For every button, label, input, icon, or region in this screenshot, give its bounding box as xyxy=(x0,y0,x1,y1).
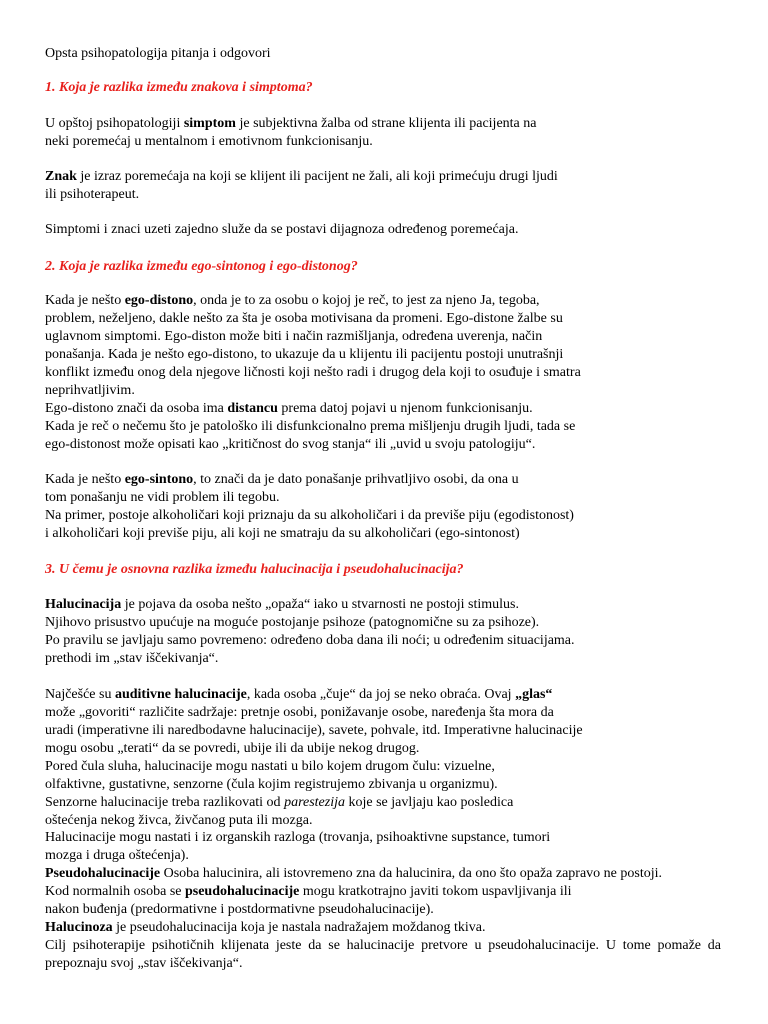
q1-paragraph-2-line-2: ili psihoterapeut. xyxy=(45,187,140,202)
document-title: Opsta psihopatologija pitanja i odgovori xyxy=(45,46,271,61)
q2-paragraph-1-line-8: Kada je reč o nečemu što je patološko ili disfunkcionalno prema mišljenju drugih ljudi, tada se xyxy=(45,419,576,434)
term-ego-sintono: ego-sintono xyxy=(124,472,194,487)
q3-paragraph-2-line-11: Pseudohalucinacije Osoba halucinira, ali istovremeno zna da halucinira, da ono što opaža zapravo ne postoji. xyxy=(45,866,663,881)
q3-paragraph-2-line-13: nakon buđenja (predormativne i postdormativne pseudohalucinacije). xyxy=(45,902,434,917)
q2-paragraph-1-line-2: problem, neželjeno, dakle nešto za šta je osoba motivisana da promeni. Ego-distone žalbe su xyxy=(45,311,563,326)
q2-paragraph-2-line-4: i alkoholičari koji previše piju, ali koji ne smatraju da su alkoholičari (ego-sintonost) xyxy=(45,526,520,541)
term-auditivne-halucinacije: auditivne halucinacije xyxy=(114,687,247,702)
q3-paragraph-1-line-3: Po pravilu se javljaju samo povremeno: određeno doba dana ili noći; u određenim situacijama. xyxy=(45,633,575,648)
term-halucinoza: Halucinoza xyxy=(45,920,113,935)
question-3-heading: 3. U čemu je osnovna razlika između halucinacija i pseudohalucinacija? xyxy=(45,562,464,577)
q2-paragraph-1-line-4: ponašanja. Kada je nešto ego-distono, to ukazuje da u klijentu ili pacijentu postoji unutrašnji xyxy=(45,347,564,362)
q2-paragraph-2-line-3: Na primer, postoje alkoholičari koji priznaju da su alkoholičari i da previše piju (egodistonost) xyxy=(45,508,574,523)
q1-paragraph-1-line-2: neki poremećaj u mentalnom i emotivnom funkcionisanju. xyxy=(45,134,373,149)
q3-paragraph-2-line-3: uradi (imperativne ili naredbodavne halucinacije), savete, pohvale, itd. Imperativne halucinacije xyxy=(45,723,583,738)
q3-paragraph-2-line-9: Halucinacije mogu nastati i iz organskih razloga (trovanja, psihoaktivne supstance, tumori xyxy=(45,830,551,845)
term-ego-distono: ego-distono xyxy=(124,293,194,308)
question-1-heading: 1. Koja je razlika između znakova i simptoma? xyxy=(45,80,313,95)
term-halucinacija: Halucinacija xyxy=(45,597,122,612)
q3-paragraph-2-line-14: Halucinoza je pseudohalucinacija koja je nastala nadražajem moždanog tkiva. xyxy=(45,920,486,935)
q3-paragraph-2-line-4: mogu osobu „terati“ da se povredi, ubije ili da ubije nekog drugog. xyxy=(45,741,420,756)
q3-paragraph-2-line-5: Pored čula sluha, halucinacije mogu nastati u bilo kojem drugom čulu: vizuelne, xyxy=(45,759,495,774)
q2-paragraph-1-line-5: konflikt između onog dela njegove ličnosti koji nešto radi i drugog dela koji to osuđuje i smatra xyxy=(45,365,581,380)
q3-paragraph-1-line-4: prethodi im „stav iščekivanja“. xyxy=(45,651,219,666)
term-znak: Znak xyxy=(45,169,77,184)
q2-paragraph-1-line-7: Ego-distono znači da osoba ima distancu prema datoj pojavi u njenom funkcionisanju. xyxy=(45,401,533,416)
q3-paragraph-2-line-2: može „govoriti“ različite sadržaje: pretnje osobi, ponižavanje osobe, naređenja šta mora da xyxy=(45,705,554,720)
q3-paragraph-2-closing: Cilj psihoterapije psihotičnih klijenata jeste da se halucinacije pretvore u pseudohalucinacije. U tome pomaže da prepoznaju svoj „stav iščekivanja“. xyxy=(45,938,721,971)
q2-paragraph-2-line-2: tom ponašanju ne vidi problem ili tegobu. xyxy=(45,490,280,505)
q3-paragraph-2-line-12: Kod normalnih osoba se pseudohalucinacije mogu kratkotrajno javiti tokom uspavljivanja ili xyxy=(45,884,572,899)
q1-paragraph-2-line-1: Znak je izraz poremećaja na koji se klijent ili pacijent ne žali, ali koji primećuju drugi ljudi xyxy=(45,169,558,184)
q1-paragraph-1-line-1: U opštoj psihopatologiji simptom je subjektivna žalba od strane klijenta ili pacijenta na xyxy=(45,116,537,131)
term-glas: „glas“ xyxy=(515,687,553,702)
q2-paragraph-1-line-1: Kada je nešto ego-distono, onda je to za osobu o kojoj je reč, to jest za njeno Ja, tegoba, xyxy=(45,293,540,308)
q2-paragraph-1-line-6: neprihvatljivim. xyxy=(45,383,135,398)
q3-paragraph-2-line-6: olfaktivne, gustativne, senzorne (čula kojim registrujemo zbivanja u organizmu). xyxy=(45,777,498,792)
q2-paragraph-1-line-9: ego-distonost može opisati kao „kritičnost do svog stanja“ ili „uvid u svoju patologiju“. xyxy=(45,437,536,452)
term-pseudohalucinacije: Pseudohalucinacije xyxy=(45,866,161,881)
q3-paragraph-1-line-2: Njihovo prisustvo upućuje na moguće postojanje psihoze (patognomične su za psihoze). xyxy=(45,615,540,630)
q1-paragraph-3: Simptomi i znaci uzeti zajedno služe da se postavi dijagnoza određenog poremećaja. xyxy=(45,222,519,237)
q3-paragraph-2-line-10: mozga i druga oštećenja). xyxy=(45,848,189,863)
term-distancu: distancu xyxy=(227,401,278,416)
term-simptom: simptom xyxy=(183,116,236,131)
q3-paragraph-2-line-8: oštećenja nekog živca, živčanog puta ili mozga. xyxy=(45,813,313,828)
q3-paragraph-2-line-7: Senzorne halucinacije treba razlikovati od parestezija koje se javljaju kao posledica xyxy=(45,795,514,810)
q3-paragraph-1-line-1: Halucinacija je pojava da osoba nešto „opaža“ iako u stvarnosti ne postoji stimulus. xyxy=(45,597,519,612)
term-parestezija: parestezija xyxy=(284,795,345,810)
q2-paragraph-2-line-1: Kada je nešto ego-sintono, to znači da je dato ponašanje prihvatljivo osobi, da ona u xyxy=(45,472,519,487)
q3-paragraph-2-line-1: Najčešće su auditivne halucinacije, kada osoba „čuje“ da joj se neko obraća. Ovaj „glas“ xyxy=(45,687,553,702)
q2-paragraph-1-line-3: uglavnom simptomi. Ego-diston može biti i način razmišljanja, određena uverenja, način xyxy=(45,329,543,344)
question-2-heading: 2. Koja je razlika između ego-sintonog i ego-distonog? xyxy=(45,259,358,274)
term-pseudohalucinacije-2: pseudohalucinacije xyxy=(184,884,300,899)
